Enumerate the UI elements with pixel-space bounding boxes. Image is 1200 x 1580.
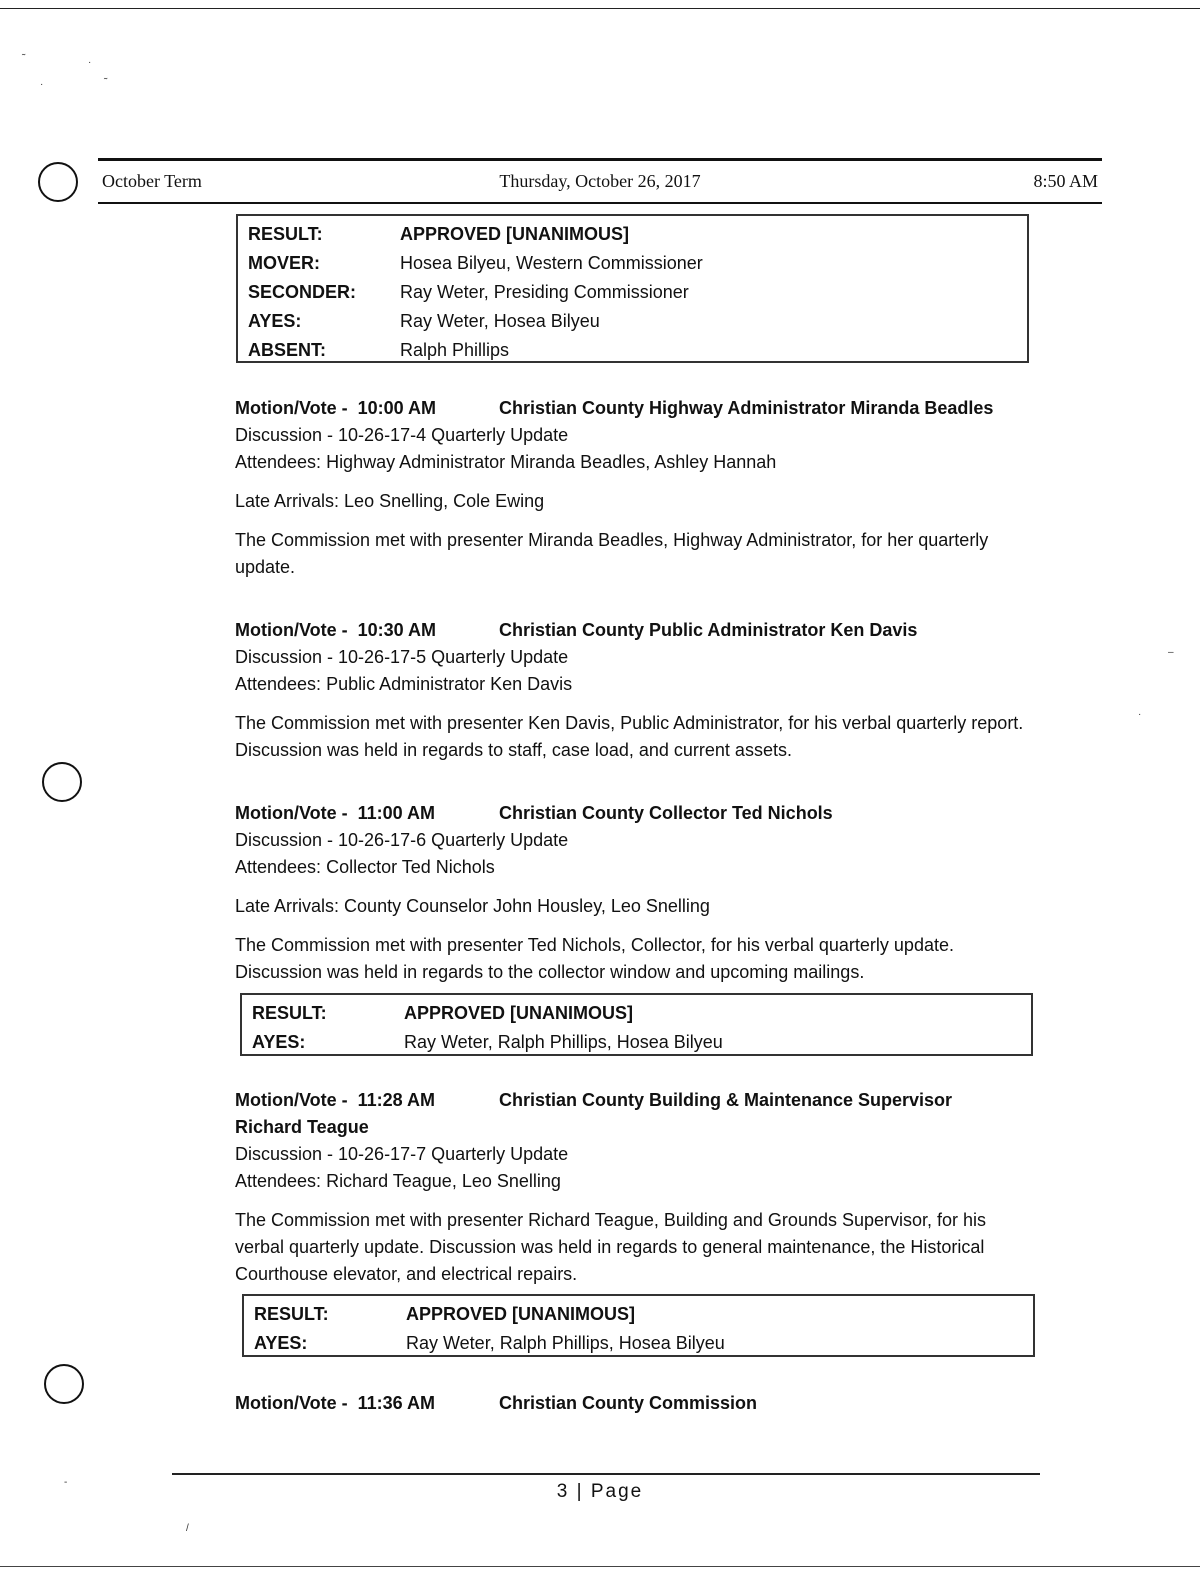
discussion-line: Discussion - 10-26-17-4 Quarterly Update — [235, 425, 569, 445]
vote-row-mover — [248, 249, 1017, 278]
vote-value: Ray Weter, Ralph Phillips, Hosea Bilyeu — [404, 1032, 723, 1052]
vote-row-ayes — [254, 1329, 1023, 1358]
motion-title: Christian County Building & Maintenance Supervisor — [499, 1090, 953, 1110]
discussion-line: Discussion - 10-26-17-7 Quarterly Update — [235, 1144, 569, 1164]
attendees-line: Attendees: Richard Teague, Leo Snelling — [235, 1171, 561, 1191]
summary-paragraph: The Commission met with presenter Richard Teague, Building and Grounds Supervisor, for his verbal quarterly update. Discussion was held in regards to general maintenance, the Historical Courthouse elevator, and electrical repairs. — [235, 1210, 987, 1284]
vote-result-box — [240, 993, 1033, 1056]
motion-time: Motion/Vote - 11:28 AM — [235, 1090, 436, 1110]
vote-value: Ray Weter, Hosea Bilyeu — [400, 311, 600, 331]
motion-heading — [235, 617, 1035, 644]
motion-title-continued: Richard Teague — [235, 1117, 369, 1137]
vote-value: Ralph Phillips — [400, 340, 510, 360]
vote-row-seconder — [248, 278, 1017, 307]
motion-heading — [235, 1087, 1035, 1114]
motion-title: Christian County Commission — [499, 1393, 758, 1413]
attendees-line: Attendees: Highway Administrator Miranda Beadles, Ashley Hannah — [235, 452, 777, 472]
header-rule — [98, 158, 1102, 161]
summary-paragraph: The Commission met with presenter Ted Nichols, Collector, for his verbal quarterly update. Discussion was held in regards to the collector window and upcoming mailings. — [235, 935, 954, 982]
scan-speck: ˜ — [22, 53, 26, 64]
motion-time: Motion/Vote - 10:00 AM — [235, 398, 437, 418]
motion-title: Christian County Highway Administrator Miranda Beadles — [499, 398, 994, 418]
vote-value: Ray Weter, Ralph Phillips, Hosea Bilyeu — [406, 1333, 725, 1353]
agenda-item — [235, 395, 1035, 581]
scan-speck: · — [40, 79, 44, 90]
motion-time: Motion/Vote - 11:00 AM — [235, 803, 436, 823]
vote-label: RESULT: — [254, 1304, 329, 1324]
agenda-item — [235, 617, 1035, 764]
late-arrivals-line: Late Arrivals: County Counselor John Housley, Leo Snelling — [235, 896, 710, 916]
vote-row-absent — [248, 336, 1017, 365]
attendees-line: Attendees: Public Administrator Ken Davis — [235, 674, 573, 694]
agenda-item — [235, 1087, 1035, 1288]
late-arrivals-line: Late Arrivals: Leo Snelling, Cole Ewing — [235, 491, 545, 511]
vote-value: Ray Weter, Presiding Commissioner — [400, 282, 689, 302]
footer-rule — [172, 1473, 1040, 1475]
motion-heading — [235, 1390, 1035, 1417]
header-rule — [98, 202, 1102, 204]
vote-result-box — [236, 214, 1029, 363]
meeting-time: 8:50 AM — [1033, 171, 1098, 191]
scan-speck: – — [1168, 647, 1174, 658]
vote-row-result — [248, 220, 1017, 249]
motion-time: Motion/Vote - 10:30 AM — [235, 620, 437, 640]
vote-value: APPROVED [UNANIMOUS] — [400, 224, 630, 244]
motion-heading — [235, 800, 1035, 827]
vote-value: APPROVED [UNANIMOUS] — [404, 1003, 634, 1023]
vote-label: MOVER: — [248, 253, 320, 273]
vote-value: APPROVED [UNANIMOUS] — [406, 1304, 636, 1324]
vote-row-result — [254, 1300, 1023, 1329]
motion-title: Christian County Public Administrator Ken Davis — [499, 620, 918, 640]
vote-label: SECONDER: — [248, 282, 357, 302]
scan-speck: · — [1138, 709, 1142, 720]
vote-value: Hosea Bilyeu, Western Commissioner — [400, 253, 703, 273]
meeting-date: Thursday, October 26, 2017 — [499, 171, 701, 191]
motion-heading — [235, 395, 1035, 422]
vote-row-ayes — [248, 307, 1017, 336]
vote-label: RESULT: — [252, 1003, 327, 1023]
discussion-line: Discussion - 10-26-17-5 Quarterly Update — [235, 647, 569, 667]
vote-label: AYES: — [252, 1032, 306, 1052]
vote-label: ABSENT: — [248, 340, 327, 360]
summary-paragraph: The Commission met with presenter Miranda Beadles, Highway Administrator, for her quarterly update. — [235, 530, 989, 577]
scan-bottom-edge — [0, 1566, 1200, 1567]
vote-row-result — [252, 999, 1021, 1028]
attendees-line: Attendees: Collector Ted Nichols — [235, 857, 495, 877]
page-number: 3 | Page — [556, 1481, 644, 1502]
agenda-item — [235, 800, 1035, 986]
summary-paragraph: The Commission met with presenter Ken Davis, Public Administrator, for his verbal quarterly report. Discussion was held in regards to staff, case load, and current assets. — [235, 713, 1024, 760]
vote-result-box — [242, 1294, 1035, 1357]
discussion-line: Discussion - 10-26-17-6 Quarterly Update — [235, 830, 569, 850]
punch-hole — [44, 1364, 84, 1404]
scan-speck: ˜ — [104, 77, 108, 88]
vote-row-ayes — [252, 1028, 1021, 1057]
agenda-item — [235, 1390, 1035, 1417]
motion-time: Motion/Vote - 11:36 AM — [235, 1393, 436, 1413]
motion-title: Christian County Collector Ted Nichols — [499, 803, 833, 823]
vote-label: RESULT: — [248, 224, 323, 244]
term-label: October Term — [102, 171, 202, 191]
vote-label: AYES: — [254, 1333, 308, 1353]
scan-top-edge — [0, 8, 1200, 9]
vote-label: AYES: — [248, 311, 302, 331]
scan-speck: / — [186, 1523, 189, 1534]
scan-speck: · — [88, 57, 92, 68]
scan-speck: - — [64, 1477, 68, 1488]
punch-hole — [42, 762, 82, 802]
